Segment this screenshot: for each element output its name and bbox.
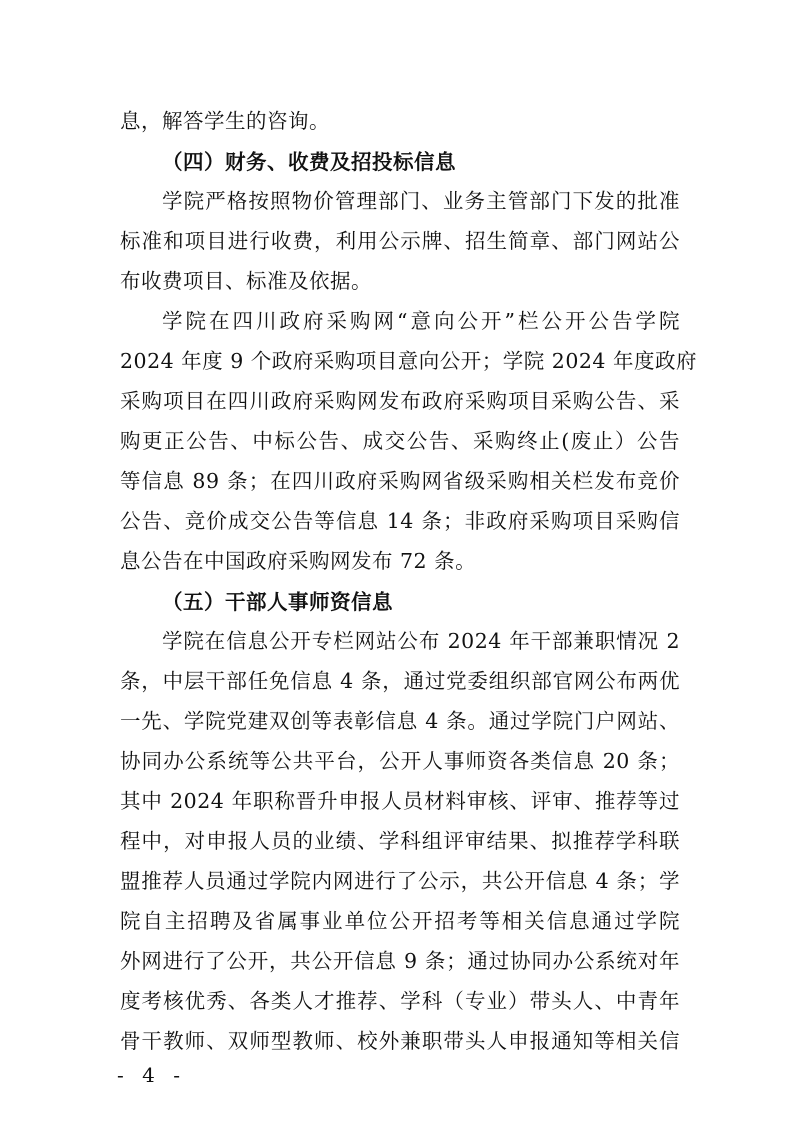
text-line: 等信息 89 条；在四川政府采购网省级采购相关栏发布竞价	[120, 469, 680, 493]
text-line: 学院在四川政府采购网“意向公开”栏公开公告学院	[162, 309, 680, 333]
text-line: 其中 2024 年职称晋升申报人员材料审核、评审、推荐等过	[120, 789, 680, 813]
text-line: 购更正公告、中标公告、成交公告、采购终止(废止）公告	[120, 429, 680, 453]
text-line: 外网进行了公开，共公开信息 9 条；通过协同办公系统对年	[120, 949, 680, 973]
text-line: 度考核优秀、各类人才推荐、学科（专业）带头人、中青年	[120, 989, 680, 1013]
text-line: 布收费项目、标准及依据。	[120, 269, 372, 293]
text-line: 骨干教师、双师型教师、校外兼职带头人申报通知等相关信	[120, 1029, 680, 1053]
section-heading-personnel: （五）干部人事师资信息	[162, 590, 393, 614]
section-heading-finance: （四）财务、收费及招投标信息	[162, 150, 456, 174]
text-line: 条，中层干部任免信息 4 条，通过党委组织部官网公布两优	[120, 669, 680, 693]
text-line: 程中，对申报人员的业绩、学科组评审结果、拟推荐学科联	[120, 829, 680, 853]
text-line: 公告、竞价成交公告等信息 14 条；非政府采购项目采购信	[120, 509, 680, 533]
text-line: 2024 年度 9 个政府采购项目意向公开；学院 2024 年度政府	[120, 349, 697, 373]
page-number: - 4 -	[117, 1063, 186, 1087]
text-line: 息公告在中国政府采购网发布 72 条。	[120, 549, 477, 573]
text-line: 院自主招聘及省属事业单位公开招考等相关信息通过学院	[120, 909, 680, 933]
text-line: 学院严格按照物价管理部门、业务主管部门下发的批准	[162, 189, 680, 213]
text-line: 采购项目在四川政府采购网发布政府采购项目采购公告、采	[120, 389, 680, 413]
text-line: 标准和项目进行收费，利用公示牌、招生简章、部门网站公	[120, 229, 680, 253]
text-line: 盟推荐人员通过学院内网进行了公示，共公开信息 4 条；学	[120, 869, 680, 893]
text-line: 息，解答学生的咨询。	[120, 109, 330, 133]
text-line: 学院在信息公开专栏网站公布 2024 年干部兼职情况 2	[162, 629, 680, 653]
text-line: 协同办公系统等公共平台，公开人事师资各类信息 20 条；	[120, 749, 680, 773]
text-line: 一先、学院党建双创等表彰信息 4 条。通过学院门户网站、	[120, 709, 680, 733]
